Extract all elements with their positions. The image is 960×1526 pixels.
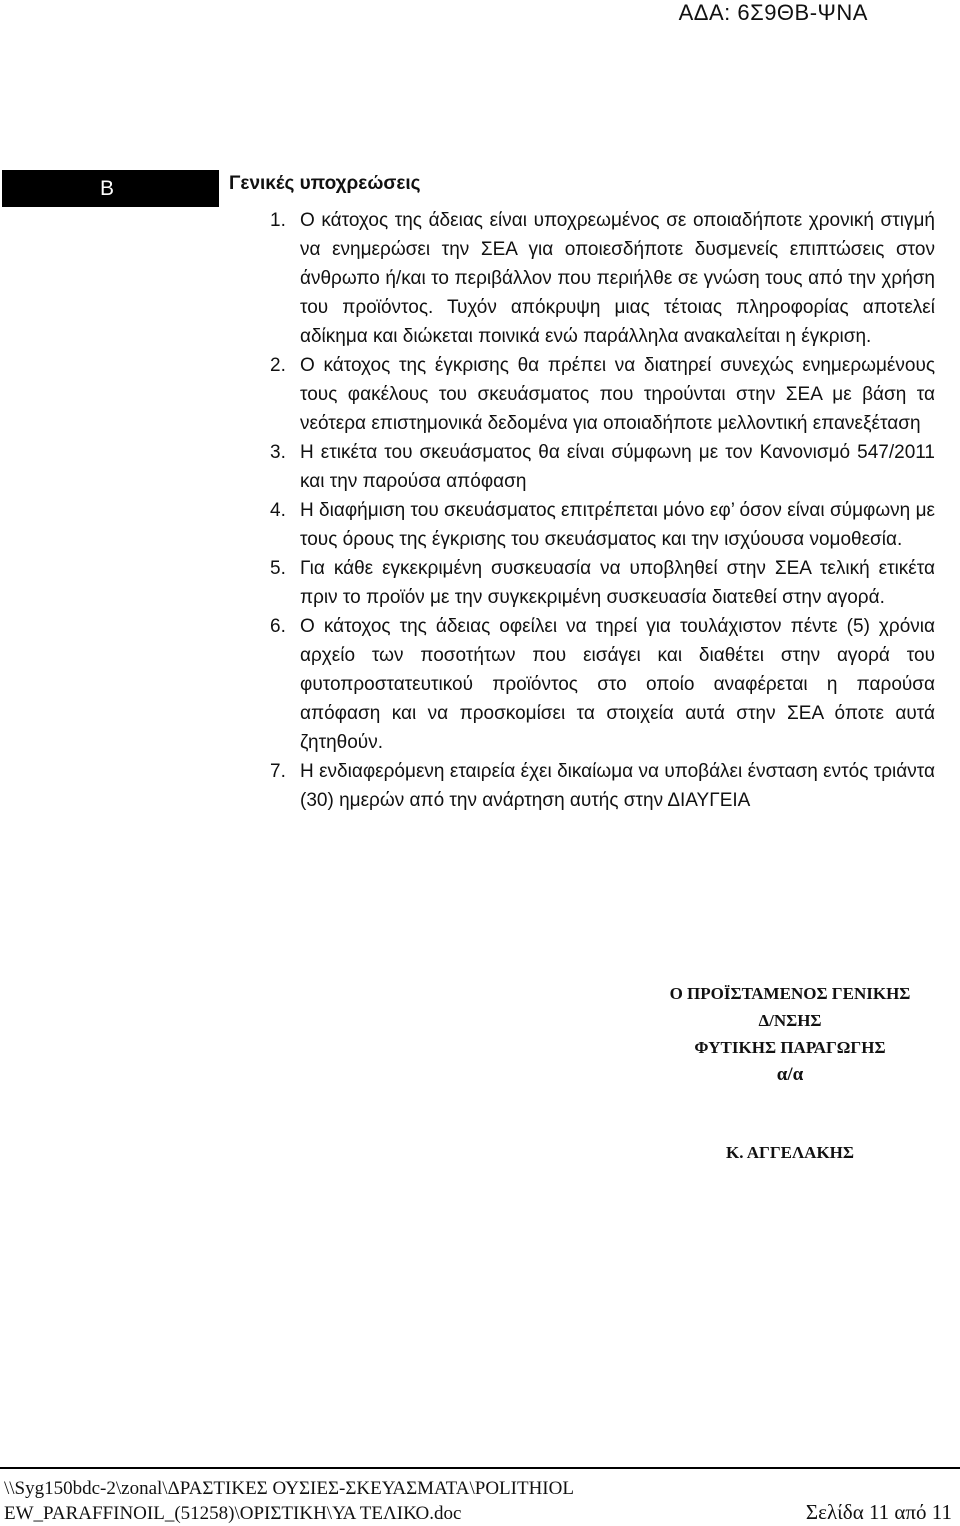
item-number: 3.	[270, 442, 286, 463]
list-item	[238, 206, 935, 351]
item-number: 7.	[270, 761, 286, 782]
item-number: 6.	[270, 616, 286, 637]
item-number: 1.	[270, 210, 286, 231]
item-text: Η ενδιαφερόμενη εταιρεία έχει δικαίωμα να υποβάλει ένσταση εντός τριάντα (30) ημερών από την ανάρτηση αυτής στην ΔΙΑΥΓΕΙΑ	[300, 761, 935, 811]
item-text: Η διαφήμιση του σκευάσματος επιτρέπεται μόνο εφ’ όσον είναι σύμφωνη με τους όρους της έγκρισης του σκευάσματος και την ισχύουσα νομοθεσία.	[300, 500, 935, 550]
item-number: 2.	[270, 355, 286, 376]
list-item	[238, 438, 935, 496]
footer-path-line1: \\Syg150bdc-2\zonal\ΔΡΑΣΤΙΚΕΣ ΟΥΣΙΕΣ-ΣΚΕΥΑΣΜΑΤΑ\POLITHIOL	[4, 1478, 574, 1499]
footer-file-path	[4, 1476, 574, 1526]
section-letter: Β	[2, 170, 219, 207]
signature-title-line3: ΦΥΤΙΚΗΣ ΠΑΡΑΓΩΓΗΣ	[694, 1038, 886, 1057]
footer-divider	[0, 1467, 960, 1469]
list-item	[238, 612, 935, 757]
obligations-list	[238, 206, 935, 815]
list-item	[238, 496, 935, 554]
page-number: Σελίδα 11 από 11	[805, 1500, 952, 1524]
item-text: Η ετικέτα του σκευάσματος θα είναι σύμφωνη με τον Κανονισμό 547/2011 και την παρούσα απόφαση	[300, 442, 935, 492]
signature-title-line1: Ο ΠΡΟΪΣΤΑΜΕΝΟΣ ΓΕΝΙΚΗΣ	[669, 984, 911, 1003]
item-number: 5.	[270, 558, 286, 579]
list-item	[238, 351, 935, 438]
section-title: Γενικές υποχρεώσεις	[229, 173, 421, 194]
item-text: Ο κάτοχος της έγκρισης θα πρέπει να διατηρεί συνεχώς ενημερωμένους τους φακέλους του σκευάσματος που τηρούνται στην ΣΕΑ με βάση τα νεότερα επιστημονικά δεδομένα για οποιαδήποτε μελλοντική επανεξέταση	[300, 355, 935, 434]
item-text: Για κάθε εγκεκριμένη συσκευασία να υποβληθεί στην ΣΕΑ τελική ετικέτα πριν το προϊόν με την συγκεκριμένη συσκευασία διατεθεί στην αγορά.	[300, 558, 935, 608]
list-item	[238, 554, 935, 612]
signature-block	[640, 980, 940, 1089]
ada-code: ΑΔΑ: 6Σ9ΘΒ-ΨΝΑ	[678, 0, 868, 25]
item-text: Ο κάτοχος της άδειας είναι υποχρεωμένος σε οποιαδήποτε χρονική στιγμή να ενημερώσει την ΣΕΑ για οποιεσδήποτε δυσμενείς επιπτώσεις στον άνθρωπο ή/και το περιβάλλον που περιήλθε σε γνώση τους από την χρήση του προϊόντος. Τυχόν απόκρυψη μιας τέτοιας πληροφορίας αποτελεί αδίκημα και διώκεται ποινικά ενώ παράλληλα ανακαλείται η έγκριση.	[300, 210, 935, 347]
signature-title-line2: Δ/ΝΣΗΣ	[758, 1011, 822, 1030]
item-number: 4.	[270, 500, 286, 521]
list-item	[238, 757, 935, 815]
signature-aa: α/α	[776, 1064, 804, 1085]
footer-path-line2: EW_PARAFFINOIL_(51258)\ΟΡΙΣΤΙΚΗ\ΥΑ ΤΕΛΙΚΟ.doc	[4, 1503, 462, 1524]
item-text: Ο κάτοχος της άδειας οφείλει να τηρεί για τουλάχιστον πέντε (5) χρόνια αρχείο των ποσοτήτων που εισάγει και διαθέτει στην αγορά του φυτοπροστατευτικού προϊόντος στο οποίο αναφέρεται η παρούσα απόφαση και να προσκομίσει τα στοιχεία αυτά στην ΣΕΑ όποτε αυτά ζητηθούν.	[300, 616, 935, 753]
signatory-name: Κ. ΑΓΓΕΛΑΚΗΣ	[725, 1143, 855, 1162]
